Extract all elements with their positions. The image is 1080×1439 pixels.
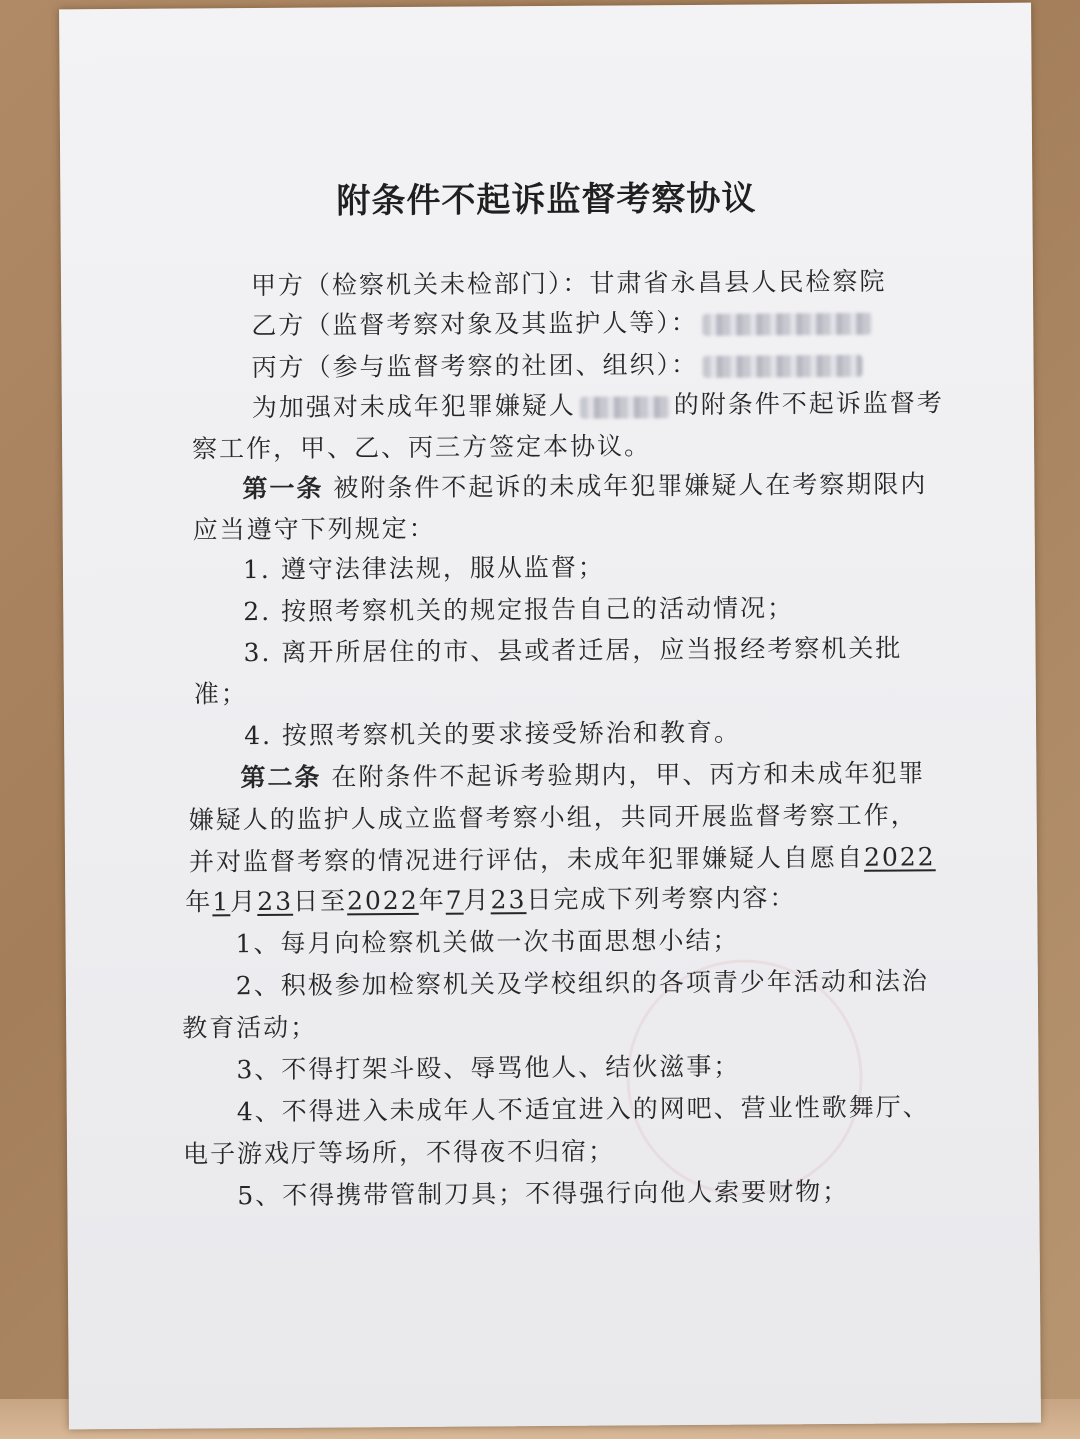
article1-line-1 [242, 464, 927, 505]
document-title: 附条件不起诉监督考察协议 [336, 178, 757, 222]
article2-line-1 [240, 753, 925, 794]
article2-item-1: 1、每月向检察机关做一次书面思想小结； [235, 925, 740, 959]
year-char-1: 年 [185, 887, 213, 917]
redacted-party-yi [702, 312, 872, 335]
article2-line-3 [189, 837, 936, 878]
article2-item-4-cont: 电子游戏厅等场所，不得夜不归宿； [182, 1136, 616, 1169]
article2-tail: 日完成下列考察内容： [526, 883, 797, 915]
intro-text-b: 的附条件不起诉监督考 [673, 388, 944, 420]
article2-line-2: 嫌疑人的监护人成立监督考察小组，共同开展监督考察工作， [188, 800, 918, 835]
start-month: 1 [212, 887, 231, 917]
party-jia-label: 甲方（检察机关未检部门）： [250, 268, 590, 301]
article2-item-2-cont: 教育活动； [182, 1012, 318, 1043]
article2-item-4: 4、不得进入未成年人不适宜进入的网吧、营业性歌舞厅、 [236, 1092, 930, 1127]
document-sheet [59, 3, 1041, 1430]
article1-head: 第一条 [242, 473, 324, 504]
intro-line-1 [252, 383, 944, 424]
end-year: 2022 [346, 885, 419, 916]
to-text: 日至 [292, 886, 348, 916]
article2-head: 第二条 [240, 762, 322, 793]
redacted-suspect-name [580, 396, 670, 419]
party-bing-line [251, 344, 866, 384]
article2-item-5: 5、不得携带管制刀具；不得强行向他人索要财物； [237, 1176, 850, 1211]
party-jia-value: 甘肃省永昌县人民检察院 [589, 266, 887, 298]
intro-text-a: 为加强对未成年犯罪嫌疑人 [251, 390, 576, 423]
article1-item-4: 4. 按照考察机关的要求接受矫治和教育。 [244, 717, 742, 751]
start-year: 2022 [863, 842, 936, 872]
article1-item-2: 2. 按照考察机关的规定报告自己的活动情况； [243, 593, 795, 627]
redacted-party-bing [702, 354, 862, 377]
article2-text-3: 并对监督考察的情况进行评估，未成年犯罪嫌疑人自愿自 [188, 842, 865, 877]
article1-text-1: 被附条件不起诉的未成年犯罪嫌疑人在考察期限内 [333, 469, 928, 503]
intro-line-2: 察工作，甲、乙、丙三方签定本协议。 [192, 431, 652, 464]
article1-item-1: 1. 遵守法律法规，服从监督； [242, 552, 605, 585]
end-day: 23 [490, 885, 527, 915]
article1-line-2: 应当遵守下列规定： [192, 513, 436, 545]
article1-item-3-cont: 准； [193, 679, 248, 709]
article1-item-3: 3. 离开所居住的市、县或者迁居，应当报经考察机关批 [243, 633, 903, 668]
month-char-2: 月 [463, 885, 491, 915]
end-month: 7 [445, 885, 464, 915]
party-yi-label: 乙方（监督考察对象及其监护人等）： [251, 307, 698, 341]
year-char-2: 年 [418, 885, 446, 915]
start-day: 23 [257, 886, 294, 917]
article2-item-2: 2、积极参加检察机关及学校组织的各项青少年活动和法治 [235, 966, 929, 1001]
party-yi-line [251, 302, 876, 342]
article2-item-3: 3、不得打架斗殴、辱骂他人、结伙滋事； [236, 1051, 741, 1085]
article2-line-4 [185, 878, 796, 918]
month-char-1: 月 [230, 887, 258, 917]
article2-text-1: 在附条件不起诉考验期内，甲、丙方和未成年犯罪 [331, 758, 926, 792]
party-jia-line [251, 262, 887, 302]
party-bing-label: 丙方（参与监督考察的社团、组织）： [251, 349, 699, 383]
